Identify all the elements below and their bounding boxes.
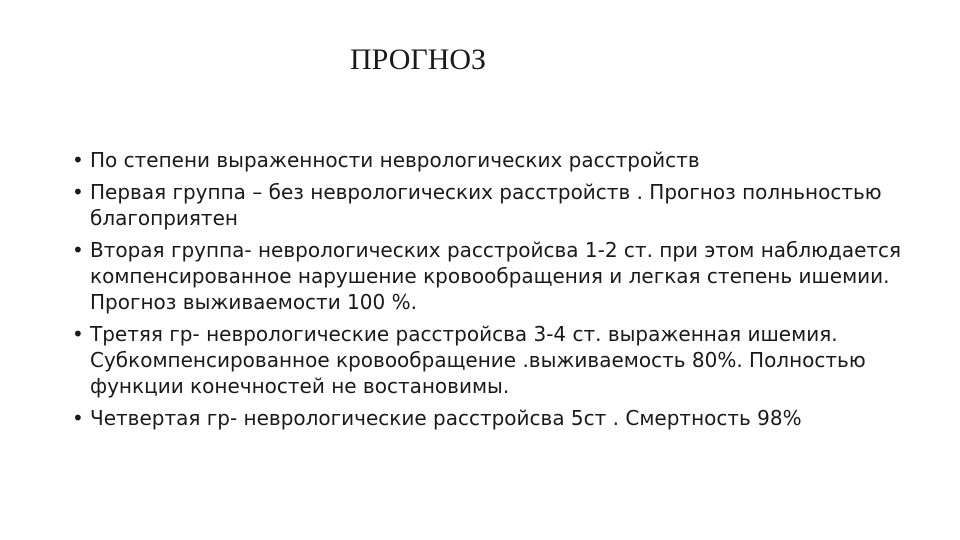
slide-title: ПРОГНОЗ	[350, 43, 487, 76]
bullet-text: Третяя гр- неврологические расстройсва 3-4 ст. выраженная ишемия. Субкомпенсированное кровообращение .выживаемость 80%. Полностью функции конечностей не востановимы.	[90, 322, 866, 398]
bullet-text: Четвертая гр- неврологические расстройсва 5ст . Смертность 98%	[90, 406, 802, 430]
bullet-icon: •	[72, 238, 84, 262]
list-item	[72, 237, 902, 315]
bullet-list	[72, 147, 902, 437]
bullet-text: Вторая группа- неврологических расстройсва 1-2 ст. при этом наблюдается компенсированное нарушение кровообращения и легкая степень ишемии. Прогноз выживаемости 100 %.	[90, 238, 902, 314]
list-item	[72, 179, 902, 231]
list-item	[72, 405, 902, 431]
bullet-icon: •	[72, 148, 84, 172]
bullet-icon: •	[72, 406, 84, 430]
bullet-text: Первая группа – без неврологических расстройств . Прогноз полньностью благоприятен	[90, 180, 882, 230]
bullet-icon: •	[72, 180, 84, 204]
bullet-icon: •	[72, 322, 84, 346]
bullet-text: По степени выраженности неврологических расстройств	[90, 148, 700, 172]
list-item	[72, 321, 902, 399]
list-item	[72, 147, 902, 173]
